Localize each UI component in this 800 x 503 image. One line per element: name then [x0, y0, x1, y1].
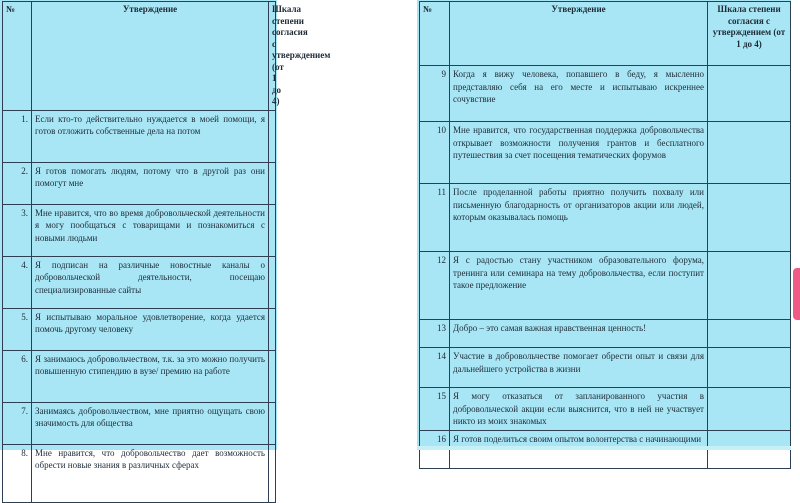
- agreement-score-cell[interactable]: [708, 348, 791, 388]
- statement-text: После проделанной работы приятно получить похвалу или письменную благодарность от организаторов акции или людей, которым оказывалась помощь: [450, 184, 708, 252]
- questionnaire-table-left: [0, 0, 331, 470]
- agreement-score-cell[interactable]: [269, 444, 276, 502]
- statement-text: Мне нравится, что во время добровольческой деятельности я могу пообщаться с товарищами и познакомиться с новыми людьми: [32, 204, 269, 256]
- row-number: 9: [420, 66, 450, 122]
- table-row: [3, 308, 276, 350]
- agreement-score-cell[interactable]: [708, 388, 791, 431]
- row-number: 14: [420, 348, 450, 388]
- header-statement: Утверждение: [32, 2, 269, 111]
- row-number: 3.: [3, 204, 32, 256]
- table-row: [420, 320, 791, 348]
- table-header-row: [3, 2, 276, 111]
- agreement-score-cell[interactable]: [269, 350, 276, 402]
- table-row: [420, 252, 791, 320]
- table-row: [420, 184, 791, 252]
- header-number: №: [3, 2, 32, 111]
- bottom-edge-bar: [417, 446, 791, 450]
- statement-text: Я готов поделиться своим опытом волонтерства с начинающими: [450, 430, 708, 468]
- table-row: [420, 348, 791, 388]
- row-number: 7.: [3, 402, 32, 444]
- statement-text: Если кто-то действительно нуждается в моей помощи, я готов отложить собственные дела на потом: [32, 110, 269, 162]
- header-number: №: [420, 2, 450, 66]
- table-row: [420, 388, 791, 431]
- table-row: [420, 122, 791, 184]
- table-row: [3, 110, 276, 162]
- agreement-score-cell[interactable]: [269, 402, 276, 444]
- agreement-score-cell[interactable]: [708, 122, 791, 184]
- table-row: [3, 162, 276, 204]
- side-scroll-marker: [793, 268, 800, 320]
- statement-text: Я с радостью стану участником образовательного форума, тренинга или семинара на тему добровольчества, если поступит такое предложение: [450, 252, 708, 320]
- statements-table-part-1: [2, 1, 331, 503]
- statement-text: Я могу отказаться от запланированного участия в добровольческой акции если выяснится, что в ней не участвует никто из моих знакомых: [450, 388, 708, 431]
- row-number: 5.: [3, 308, 32, 350]
- statement-text: Добро – это самая важная нравственная ценность!: [450, 320, 708, 348]
- table-row: [3, 350, 276, 402]
- row-number: 1.: [3, 110, 32, 162]
- table-row: [3, 444, 276, 502]
- row-number: 4.: [3, 256, 32, 308]
- statement-text: Занимаясь добровольчеством, мне приятно ощущать свою значимость для общества: [32, 402, 269, 444]
- agreement-score-cell[interactable]: [708, 320, 791, 348]
- questionnaire-table-right: [417, 0, 791, 450]
- agreement-score-cell[interactable]: [269, 256, 276, 308]
- row-number: 15: [420, 388, 450, 431]
- row-number: 13: [420, 320, 450, 348]
- table-row: [420, 66, 791, 122]
- agreement-score-cell[interactable]: [269, 162, 276, 204]
- header-statement: Утверждение: [450, 2, 708, 66]
- row-number: 2.: [3, 162, 32, 204]
- agreement-score-cell[interactable]: [269, 110, 276, 162]
- statement-text: Участие в добровольчестве помогает обрести опыт и связи для дальнейшего устройства в жизни: [450, 348, 708, 388]
- table-header-row: [420, 2, 791, 66]
- statement-text: Я испытываю моральное удовлетворение, когда удается помочь другому человеку: [32, 308, 269, 350]
- statement-text: Мне нравится, что государственная поддержка добровольчества открывает возможности получения грантов и бесплатного путешествия за счет посещения тематических форумов: [450, 122, 708, 184]
- statement-text: Я готов помогать людям, потому что в другой раз они помогут мне: [32, 162, 269, 204]
- statements-table-part-2: [419, 1, 791, 469]
- table-row: [3, 402, 276, 444]
- row-number: 16: [420, 430, 450, 468]
- row-number: 6.: [3, 350, 32, 402]
- agreement-score-cell[interactable]: [708, 184, 791, 252]
- statement-text: Когда я вижу человека, попавшего в беду, я мысленно представляю себя на его месте и испытываю искреннее сочувствие: [450, 66, 708, 122]
- row-number: 8.: [3, 444, 32, 502]
- table-row: [3, 256, 276, 308]
- agreement-score-cell[interactable]: [708, 66, 791, 122]
- table-row: [3, 204, 276, 256]
- header-scale: Шкала степени согласия с утверждением (от 1 до 4): [708, 2, 791, 66]
- agreement-score-cell[interactable]: [269, 308, 276, 350]
- row-number: 12: [420, 252, 450, 320]
- row-number: 11: [420, 184, 450, 252]
- statement-text: Я подписан на различные новостные каналы о добровольческой деятельности, посещаю специализированные сайты: [32, 256, 269, 308]
- header-scale: Шкала степени согласия с утверждением (от 1 до 4): [269, 2, 276, 111]
- agreement-score-cell[interactable]: [708, 252, 791, 320]
- agreement-score-cell[interactable]: [269, 204, 276, 256]
- statement-text: Я занимаюсь добровольчеством, т.к. за это можно получить повышенную стипендию в вузе/ премию на работе: [32, 350, 269, 402]
- row-number: 10: [420, 122, 450, 184]
- statement-text: Мне нравится, что добровольчество дает возможность обрести новые знания в различных сферах: [32, 444, 269, 502]
